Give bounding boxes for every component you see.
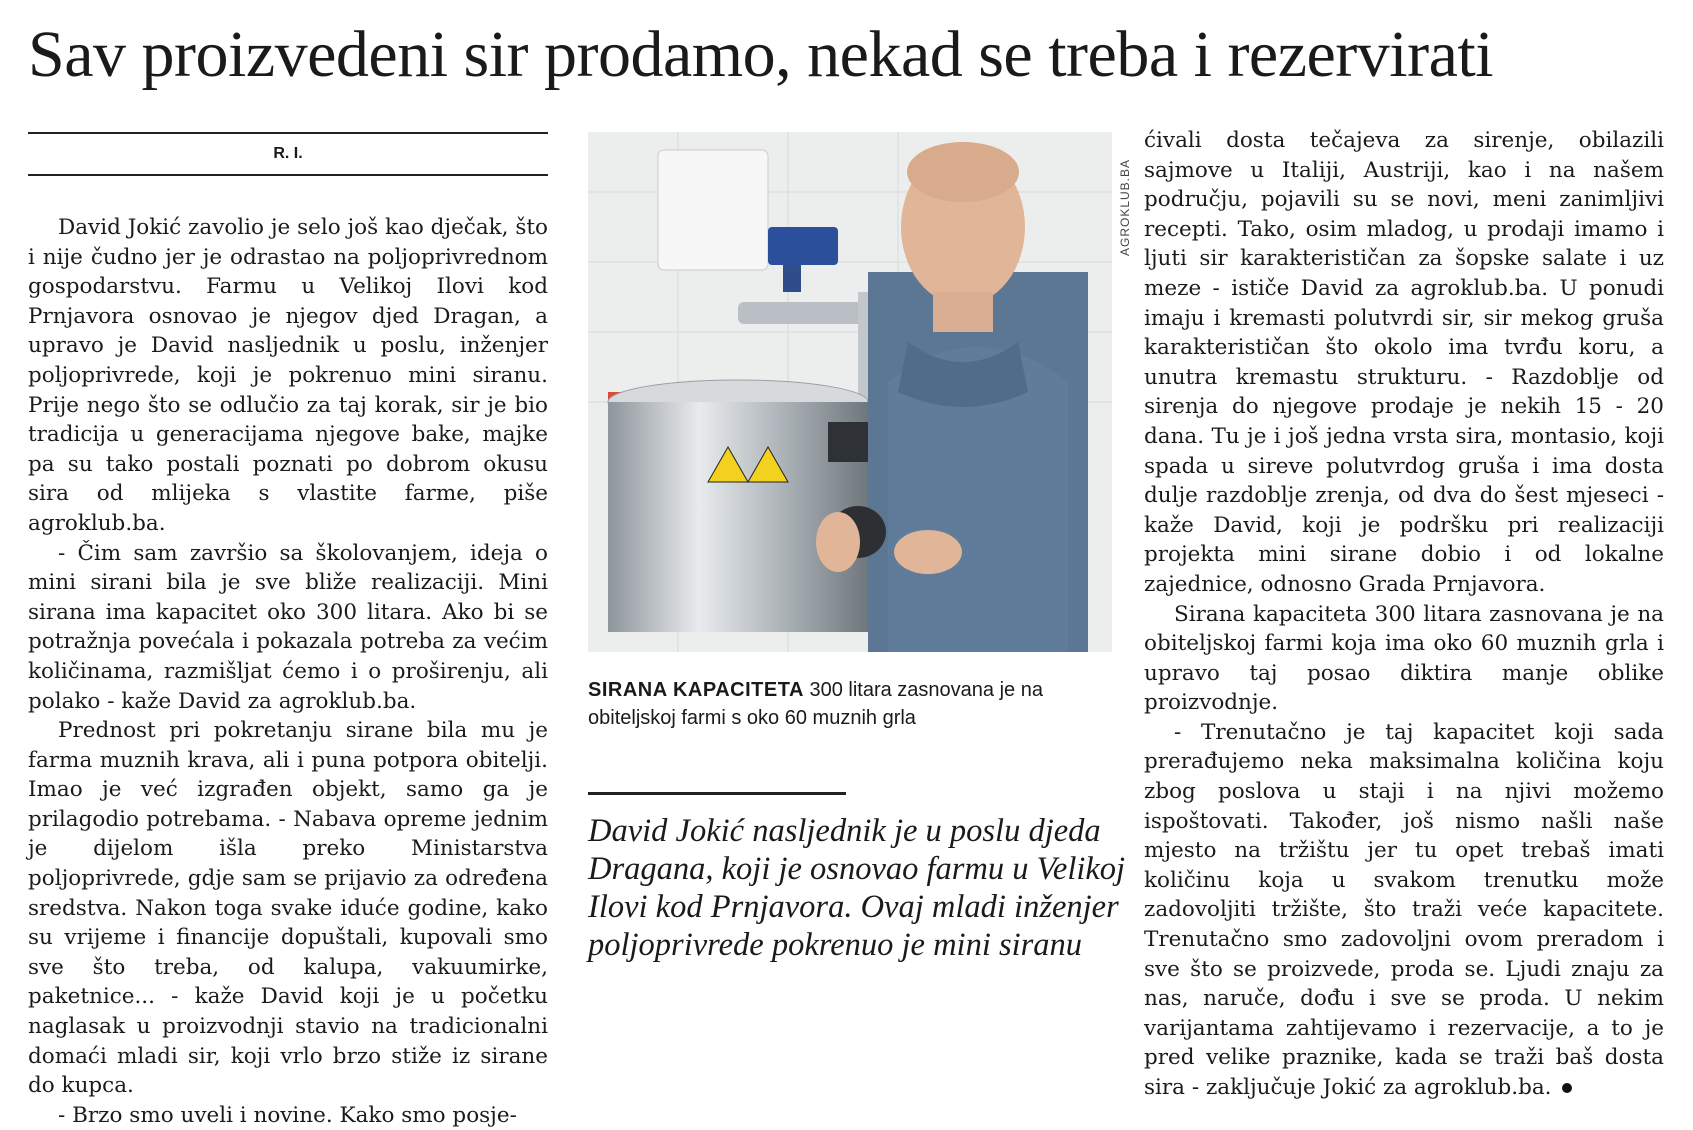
- paragraph: [1144, 718, 1664, 1103]
- paragraph: Prednost pri pokretanju sirane bila mu je farma muznih krava, ali i puna potpora obitelji. Imao je već izgrađen objekt, samo ga je prilagodio potrebama. - Nabava opreme jednim je dijelom išla preko Ministarstva poljoprivrede, gdje sam se prijavio za određena sredstva. Nakon toga svake iduće godine, kako su vrijeme i financije dopuštali, kupovali smo sve što treba, od kalupa, vakuumirke, paketnice... - kaže David koji je u početku naglasak u proizvodnji stavio na tradicionalni domaći mladi sir, koji vrlo brzo stiže iz sirane do kupca.: [28, 718, 548, 1099]
- paragraph: Sirana kapaciteta 300 litara zasnovana je na obiteljskoj farmi koja ima oko 60 muznih grla i upravo taj posao diktira manje oblike proizvodnje.: [1144, 601, 1664, 716]
- byline-bottom-rule: [28, 174, 548, 176]
- byline-top-rule: [28, 132, 548, 134]
- caption-text: 300 litara zasnovana je na obiteljskoj farmi s oko 60 muznih grla: [588, 679, 1043, 729]
- article-headline: Sav proizvedeni sir prodamo, nekad se treba i rezervirati: [28, 18, 1494, 91]
- pull-quote-rule: [588, 792, 846, 795]
- cheesemaker-photo-illustration: [588, 132, 1112, 652]
- byline: R. I.: [273, 145, 303, 162]
- pull-quote: David Jokić nasljednik je u poslu djeda Dragana, koji je osnovao farmu u Velikoj Ilovi kod Prnjavora. Ovaj mladi inženjer poljoprivrede pokrenuo je mini siranu: [588, 813, 1126, 963]
- paragraph: ćivali dosta tečajeva za sirenje, obilazili sajmove u Italiji, Austriji, kao i na našem području, pojavili su se novi, meni zanimljivi recepti. Tako, osim mladog, u prodaji imamo i ljuti sir karakterističan za šopske salate i uz meze - ističe David za agroklub.ba. U ponudi imaju i kremasti polutvrdi sir, sir mekog gruša karakterističan što okolo ima tvrđu koru, a unutra kremastu strukturu. - Razdoblje od sirenja do njegove prodaje je nekih 15 - 20 dana. Tu je i još jedna vrsta sira, montasio, koji spada u sireve polutvrdog gruša i ima dosta dulje razdoblje zrenja, od dva do šest mjeseci - kaže David, koji je podršku pri realizaciji projekta mini sirane dobio i od lokalne zajednice, odnosno Grada Prnjavora.: [1144, 128, 1664, 597]
- paragraph: David Jokić zavolio je selo još kao dječak, što i nije čudno jer je odrastao na poljoprivrednom gospodarstvu. Farmu u Velikoj Ilovi kod Prnjavora osnovao je njegov djed Dragan, a upravo je David nasljednik u poslu, inženjer poljoprivrede, koji je pokrenuo mini siranu. Prije nego što se odlučio za taj korak, sir je bio tradicija u generacijama njegove bake, majke pa su tako postali poznati po dobrom okusu sira od mlijeka s vlastite farme, piše agroklub.ba.: [28, 215, 548, 536]
- photo-credit: AGROKLUB.BA: [1118, 158, 1132, 256]
- photo-caption: [588, 676, 1108, 732]
- article-column-3: [1144, 126, 1664, 1103]
- end-of-article-bullet: [1562, 1083, 1572, 1093]
- caption-lead: SIRANA KAPACITETA: [588, 679, 804, 701]
- paragraph: - Brzo smo uveli i novine. Kako smo posje-: [58, 1102, 517, 1128]
- article-photo: [588, 132, 1112, 652]
- article-column-1: [28, 213, 548, 1130]
- paragraph: - Čim sam završio sa školovanjem, ideja o mini sirani bila je sve bliže realizaciji. Mini sirana ima kapacitet oko 300 litara. Ako bi se potražnja povećala i pokazala potreba za većim količinama, razmišljat ćemo i o proširenju, ali polako - kaže David za agroklub.ba.: [28, 540, 548, 714]
- paragraph-text: - Trenutačno je taj kapacitet koji sada prerađujemo neka maksimalna količina koju zbog poslova u staji i na njivi možemo ispoštovati. Također, još nismo našli naše mjesto na tržištu jer tu opet trebaš imati količinu koja u svakom trenutku može zadovoljiti tržište, što traži veće kapacitete. Trenutačno smo zadovoljni ovom preradom i sve što se proizvede, proda se. Ljudi znaju za nas, naruče, dođu i sve se proda. U nekim varijantama zahtijevamo i rezervacije, a to je pred velike praznike, kada se traži baš dosta sira - zaključuje Jokić za agroklub.ba.: [1144, 719, 1664, 1100]
